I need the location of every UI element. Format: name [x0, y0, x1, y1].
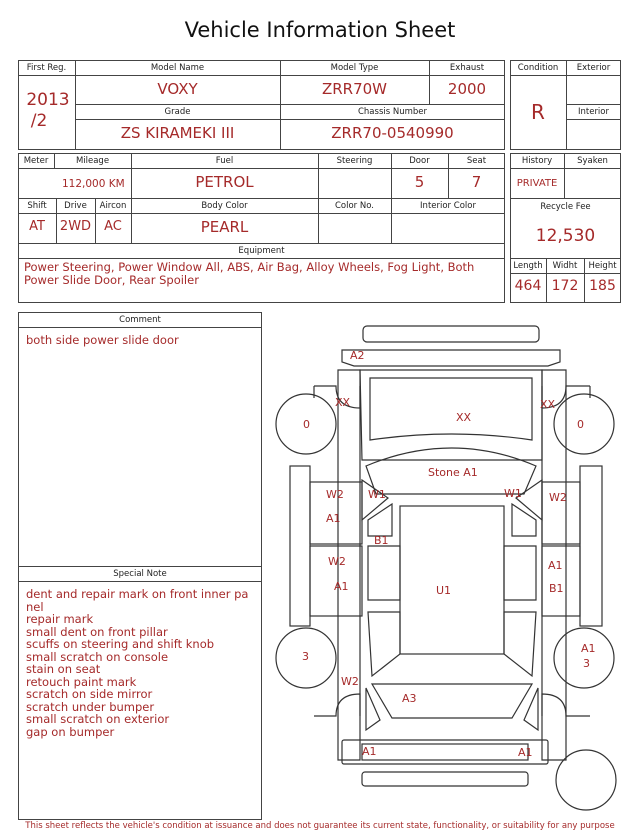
special-note-label: Special Note [113, 569, 167, 579]
mark-left-rear-wheel: 3 [302, 650, 309, 663]
mark-right-front-door-window: W2 [549, 491, 567, 504]
aircon-value: AC [104, 219, 122, 234]
mark-rear-gate: A3 [402, 692, 417, 705]
mark-front-bumper: A2 [350, 349, 365, 362]
mark-right-rear-door-lower: B1 [549, 582, 564, 595]
history-label: History [521, 156, 553, 166]
right-rear-door-shape [542, 546, 580, 616]
mark-front-left-corner: XX [335, 396, 351, 409]
length-label: Length [513, 261, 543, 271]
door-label: Door [409, 156, 430, 166]
grade-label: Grade [164, 107, 191, 117]
mark-left-front-door: A1 [326, 512, 341, 525]
hood-shape [370, 378, 532, 440]
door-value: 5 [414, 173, 425, 191]
interior-label: Interior [577, 107, 609, 117]
mark-hood: XX [456, 411, 472, 424]
seat-label: Seat [466, 156, 487, 166]
body-color-value: PEARL [200, 218, 249, 236]
equipment-value: Power Steering, Power Window All, ABS, Air Bag, Alloy Wheels, Fog Light, Both Power Slide Door, Rear Spoiler [24, 260, 475, 287]
mark-rear-bumper-right: A1 [518, 746, 533, 759]
height-value: 185 [589, 278, 616, 294]
interior-color-label: Interior Color [420, 201, 476, 211]
mark-right-rear-wheel-2: 3 [583, 657, 590, 670]
body-outline-shape [360, 370, 542, 460]
shift-value: AT [29, 219, 45, 234]
syaken-label: Syaken [577, 156, 608, 166]
model-type-value: ZRR70W [321, 80, 388, 98]
shift-label: Shift [27, 201, 47, 211]
first-reg-month: /2 [30, 111, 48, 131]
chassis-number-value: ZRR70-0540990 [331, 124, 454, 142]
mileage-value: 112,000 KM [62, 178, 125, 190]
height-label: Height [588, 261, 617, 271]
recycle-fee-label: Recycle Fee [540, 202, 591, 212]
mark-left-front-glass: W1 [368, 488, 386, 501]
mark-right-rear-door: A1 [548, 559, 563, 572]
list-item: scratch on side mirror [26, 687, 153, 701]
body-color-label: Body Color [201, 201, 248, 211]
list-item: scratch under bumper [26, 699, 155, 714]
mark-left-rear-door: A1 [334, 580, 349, 593]
mark-left-front-wheel: 0 [303, 418, 310, 431]
list-item: small dent on front pillar [26, 624, 168, 639]
color-no-label: Color No. [334, 201, 374, 211]
mark-right-front-wheel: 0 [577, 418, 584, 431]
mark-roof: U1 [436, 584, 452, 597]
condition-value: R [531, 100, 545, 124]
spare-wheel-shape [556, 750, 616, 810]
model-name-value: VOXY [157, 80, 198, 98]
front-bumper-lower-shape [342, 350, 560, 366]
disclaimer-footer: This sheet reflects the vehicle's condition at issuance and does not guarantee its current state, functionality, or suitability for any purpose [25, 821, 615, 831]
list-item: small scratch on console [26, 649, 169, 664]
fuel-label: Fuel [215, 156, 234, 166]
comment-text: both side power slide door [26, 333, 179, 347]
exterior-label: Exterior [576, 63, 611, 73]
mark-rear-bumper-left: A1 [362, 745, 377, 758]
list-item: repair mark [26, 612, 94, 626]
steering-label: Steering [336, 156, 373, 166]
mark-rear-glass-left: W2 [341, 675, 359, 688]
mileage-label: Mileage [75, 156, 110, 166]
mark-front-right-corner: XX [540, 398, 556, 411]
recycle-fee-value: 12,530 [535, 226, 596, 246]
first-reg-year: 2013 [26, 90, 70, 110]
aircon-label: Aircon [99, 201, 127, 211]
drive-label: Drive [64, 201, 87, 211]
list-item: dent and repair mark on front inner pa [26, 587, 249, 601]
meter-label: Meter [23, 156, 49, 166]
page-title: Vehicle Information Sheet [184, 18, 456, 42]
model-name-label: Model Name [150, 63, 205, 73]
seat-value: 7 [471, 173, 482, 191]
history-value: PRIVATE [516, 178, 558, 189]
list-item: gap on bumper [26, 724, 115, 739]
width-value: 172 [551, 278, 579, 294]
comment-label: Comment [119, 315, 161, 325]
grade-value: ZS KIRAMEKI III [120, 124, 235, 142]
roof-shape [400, 506, 504, 654]
mark-right-rear-wheel-1: A1 [581, 642, 596, 655]
vehicle-diagram [266, 318, 638, 818]
exhaust-label: Exhaust [449, 63, 485, 73]
list-item: retouch paint mark [26, 674, 137, 689]
list-item: small scratch on exterior [26, 712, 170, 726]
mark-left-rear-door-window: W2 [328, 555, 346, 568]
condition-label: Condition [517, 63, 559, 73]
list-item: stain on seat [26, 662, 101, 676]
rear-glass-shape [372, 684, 532, 718]
list-item: scuffs on steering and shift knob [26, 637, 215, 651]
model-type-label: Model Type [330, 63, 379, 73]
width-label: Widht [552, 261, 578, 271]
drive-value: 2WD [59, 219, 92, 234]
mark-left-front-door-window: W2 [326, 488, 344, 501]
chassis-number-label: Chassis Number [357, 107, 428, 117]
equipment-label: Equipment [238, 246, 285, 256]
right-front-wheel-shape [554, 394, 614, 454]
mark-windshield: Stone A1 [428, 466, 478, 479]
special-notes-list [26, 588, 260, 738]
first-reg-label: First Reg. [26, 63, 67, 73]
mark-left-pillar: B1 [374, 534, 389, 547]
length-value: 464 [514, 278, 542, 294]
front-bumper-shape [363, 326, 539, 342]
exhaust-value: 2000 [447, 80, 487, 98]
list-item: nel [26, 599, 44, 614]
mark-right-front-glass: W1 [504, 487, 522, 500]
fuel-value: PETROL [195, 173, 254, 191]
